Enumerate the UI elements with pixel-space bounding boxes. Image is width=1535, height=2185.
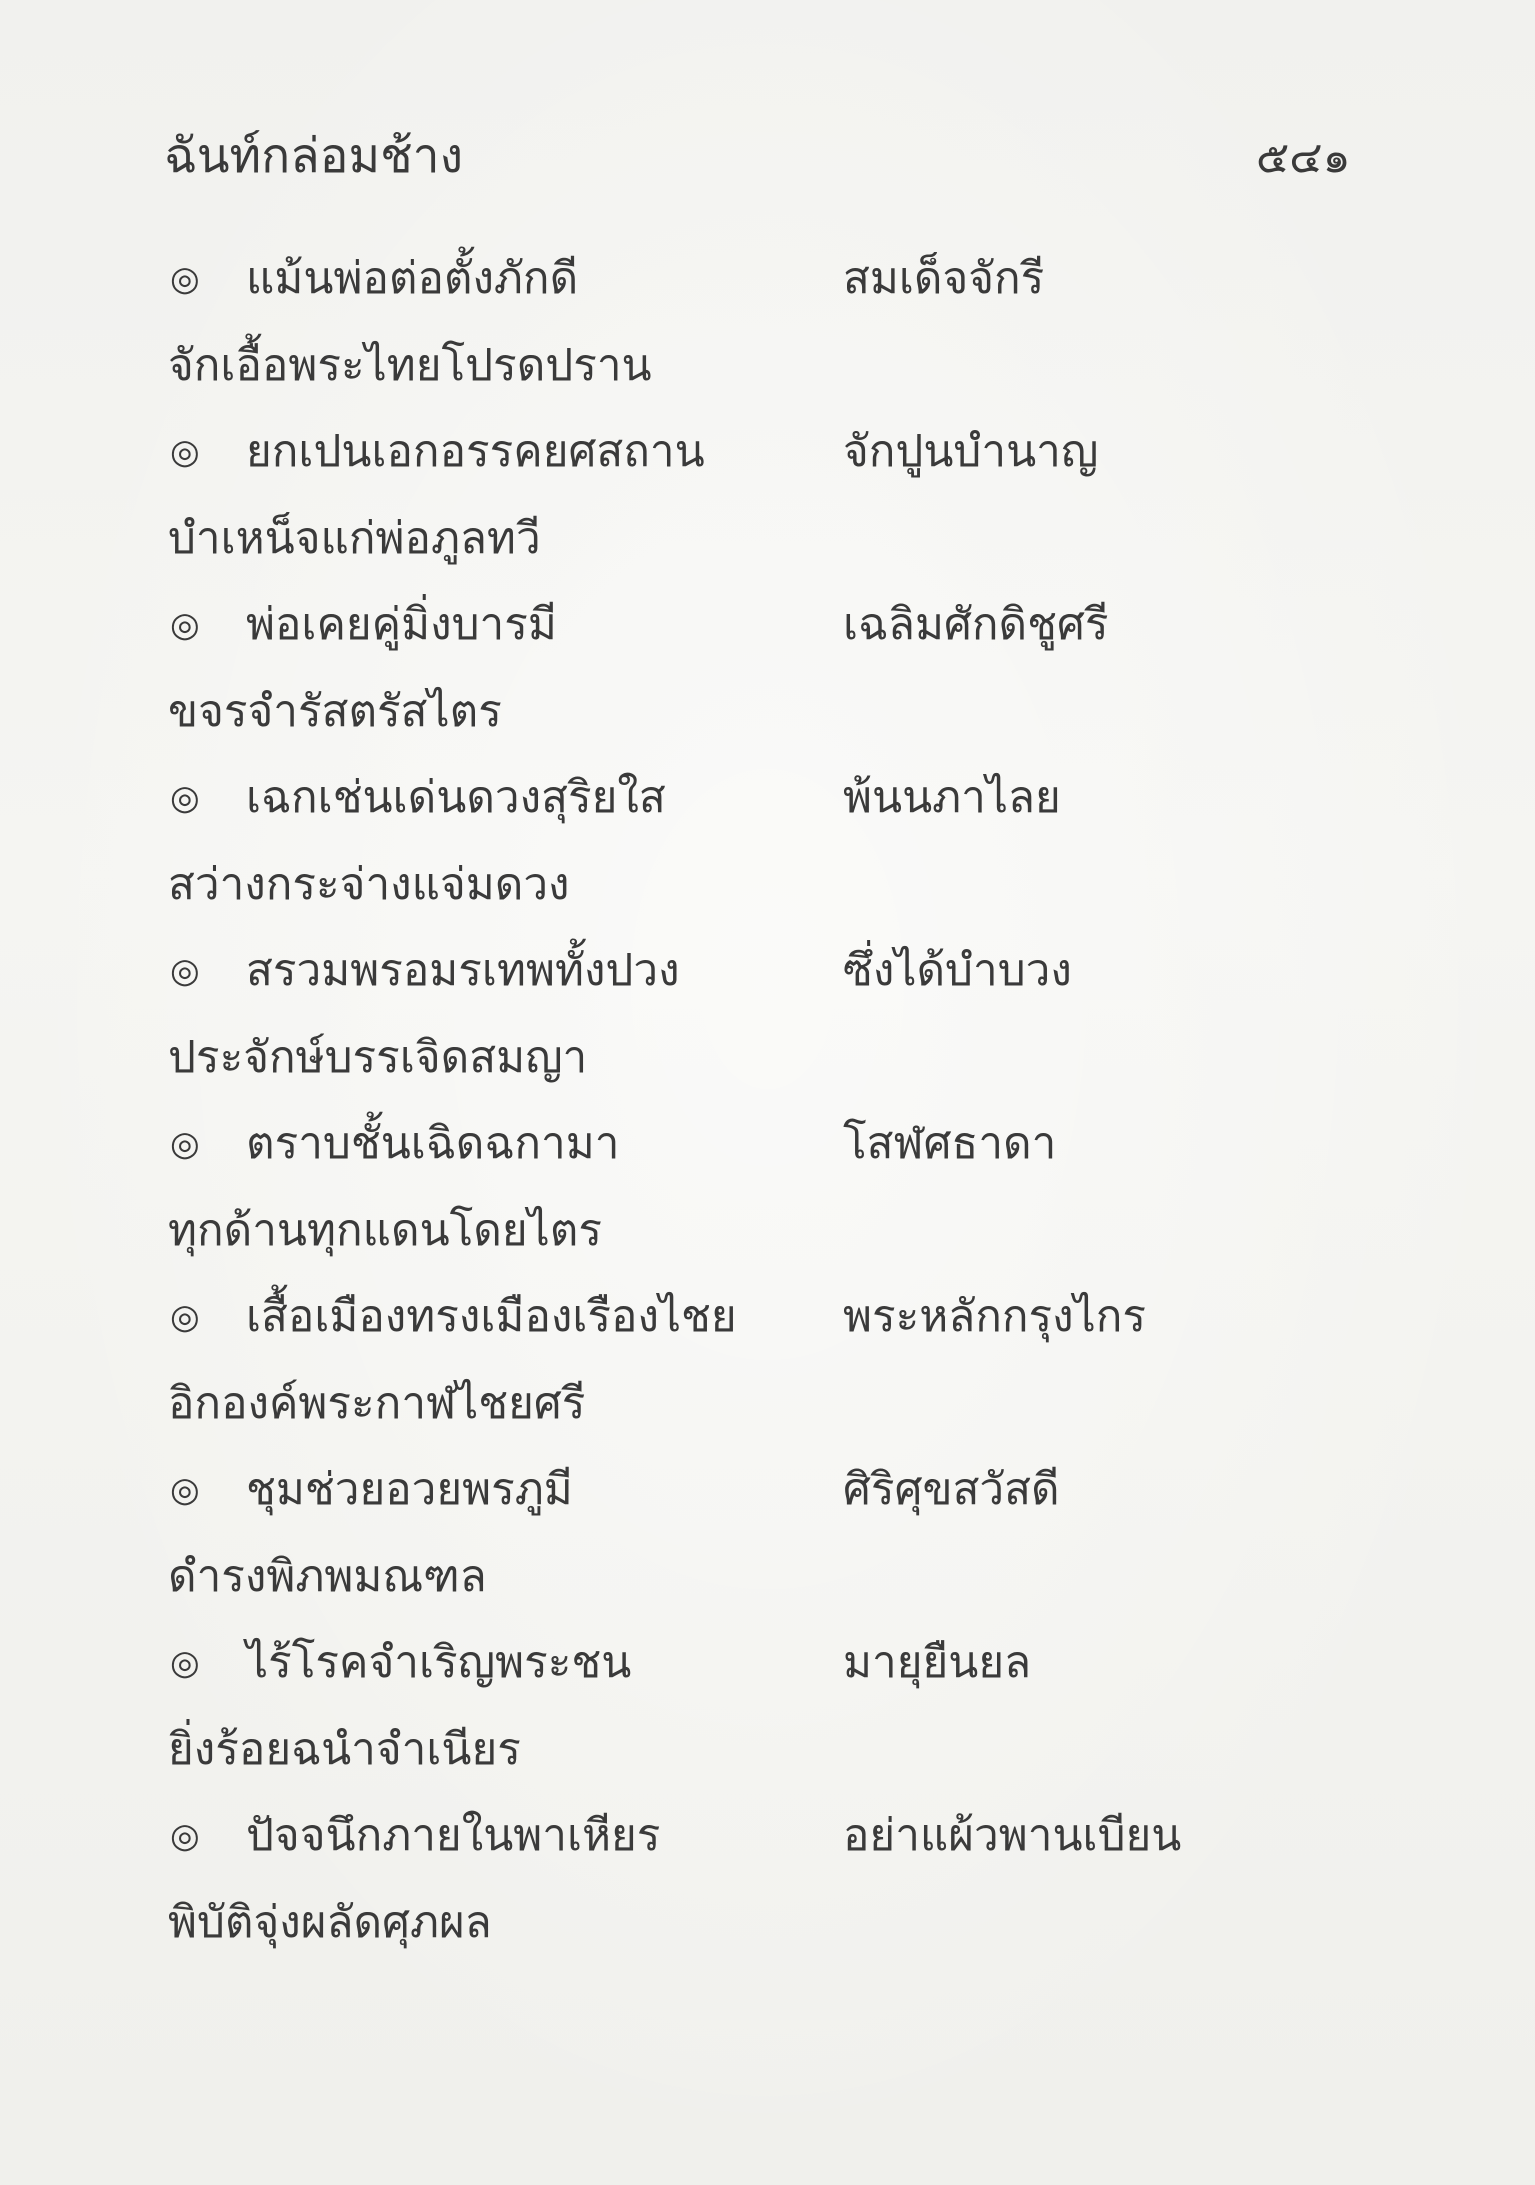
verse-line: แม้นพ่อต่อตั้งภักดี — [246, 253, 579, 304]
stanza-line — [0, 409, 1535, 496]
stanza-marker: ◎ — [170, 605, 200, 645]
continuation-line: ทุกด้านทุกแดนโดยไตร — [168, 1204, 602, 1256]
verse-line: ตราบชั้นเฉิดฉกามา — [246, 1118, 620, 1169]
stanza-line — [0, 1793, 1535, 1880]
continuation-line: บำเหน็จแก่พ่อภูลทวี — [168, 512, 541, 564]
continuation-row — [0, 323, 1535, 410]
continuation-row — [0, 1361, 1535, 1448]
stanza-line — [0, 1274, 1535, 1361]
stanza-marker: ◎ — [170, 951, 200, 991]
verse-line-end: มายุยืนยล — [843, 1637, 1032, 1688]
stanza-marker: ◎ — [170, 1816, 200, 1856]
stanza-marker: ◎ — [170, 1124, 200, 1164]
page-number: ๕๔๑ — [1256, 132, 1351, 183]
continuation-row — [0, 1015, 1535, 1102]
continuation-line: ยิ่งร้อยฉนำจำเนียร — [168, 1723, 521, 1775]
continuation-row — [0, 1188, 1535, 1275]
verse-line: ชุมช่วยอวยพรภูมี — [246, 1464, 573, 1515]
verse-line-end: จักปูนบำนาญ — [843, 426, 1099, 477]
verse-line-end: ซึ่งได้บำบวง — [843, 945, 1072, 996]
continuation-line: ประจักษ์บรรเจิดสมญา — [168, 1031, 588, 1083]
verse-line-end: พ้นนภาไลย — [843, 772, 1061, 823]
verse-line: ปัจจนึกภายในพาเหียร — [246, 1810, 661, 1861]
verse-line-end: ศิริศุขสวัสดี — [843, 1464, 1060, 1515]
verse-line: ยกเปนเอกอรรคยศสถาน — [246, 426, 705, 477]
stanza-marker: ◎ — [170, 1297, 200, 1337]
verse-line-end: สมเด็จจักรี — [843, 253, 1045, 304]
continuation-line: พิบัติจุ่งผลัดศุภผล — [168, 1896, 492, 1948]
continuation-line: อิกองค์พระกาฬไชยศรี — [168, 1377, 586, 1429]
verse-line-end: พระหลักกรุงไกร — [843, 1291, 1147, 1342]
continuation-line: ขจรจำรัสตรัสไตร — [168, 685, 502, 737]
stanza-line — [0, 1447, 1535, 1534]
verse-line-end: โสฬศธาดา — [843, 1118, 1057, 1169]
stanza-line — [0, 928, 1535, 1015]
stanza-marker: ◎ — [170, 259, 200, 299]
verse-line: เฉกเช่นเด่นดวงสุริยใส — [246, 772, 666, 823]
stanza-marker: ◎ — [170, 432, 200, 472]
stanza-line — [0, 236, 1535, 323]
verse-line: สรวมพรอมรเทพทั้งปวง — [246, 945, 680, 996]
stanza-line — [0, 582, 1535, 669]
verse-line: พ่อเคยคู่มิ่งบารมี — [246, 599, 557, 650]
continuation-row — [0, 842, 1535, 929]
stanza-marker: ◎ — [170, 1643, 200, 1683]
poem-body — [0, 236, 1535, 1966]
page-title: ฉันท์กล่อมช้าง — [164, 128, 464, 184]
continuation-line: จักเอื้อพระไทยโปรดปราน — [168, 339, 652, 391]
continuation-row — [0, 1880, 1535, 1967]
stanza-marker: ◎ — [170, 778, 200, 818]
continuation-line: สว่างกระจ่างแจ่มดวง — [168, 858, 570, 910]
continuation-row — [0, 1534, 1535, 1621]
verse-line: ไร้โรคจำเริญพระชน — [246, 1637, 632, 1688]
continuation-row — [0, 669, 1535, 756]
verse-line-end: เฉลิมศักดิชูศรี — [843, 599, 1109, 650]
continuation-row — [0, 1707, 1535, 1794]
stanza-line — [0, 1101, 1535, 1188]
stanza-line — [0, 1620, 1535, 1707]
stanza-marker: ◎ — [170, 1470, 200, 1510]
verse-line-end: อย่าแผ้วพานเบียน — [843, 1810, 1182, 1861]
continuation-line: ดำรงพิภพมณฑล — [168, 1550, 487, 1602]
continuation-row — [0, 496, 1535, 583]
stanza-line — [0, 755, 1535, 842]
verse-line: เสื้อเมืองทรงเมืองเรืองไชย — [246, 1291, 737, 1342]
